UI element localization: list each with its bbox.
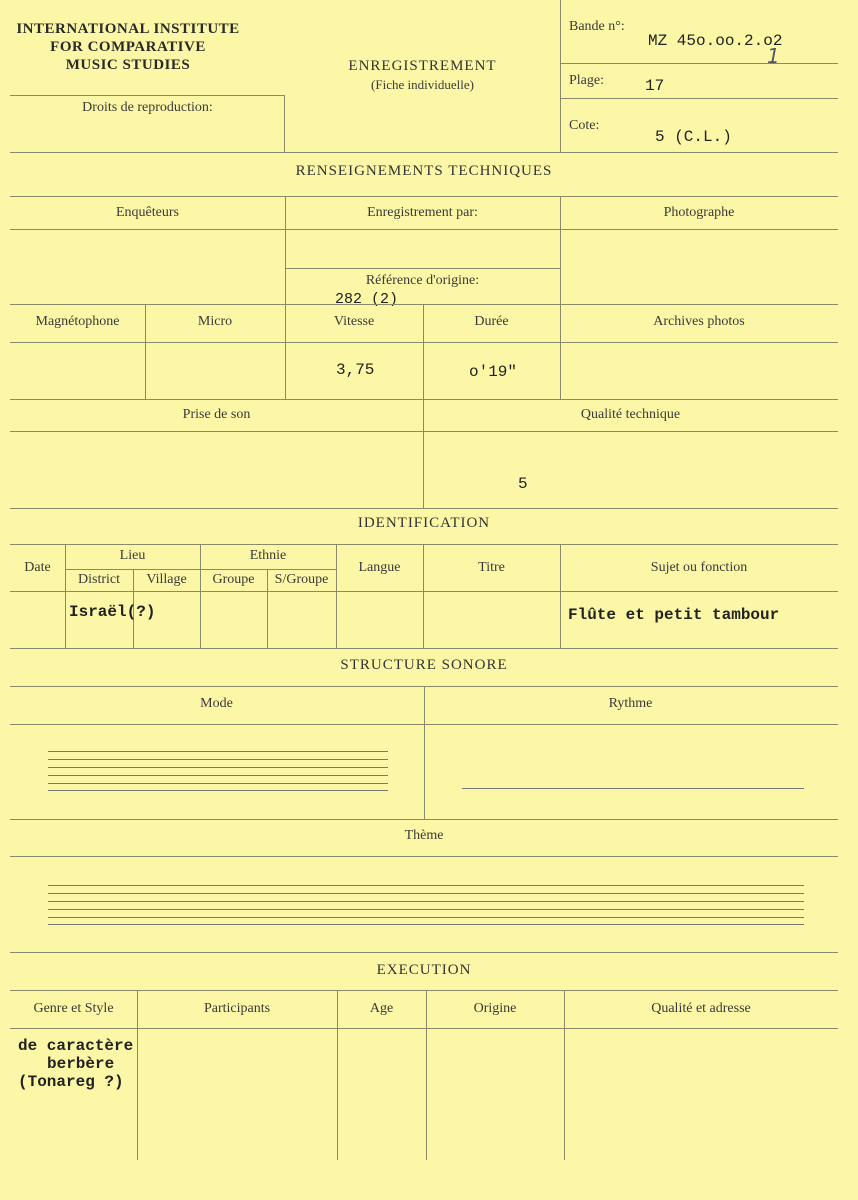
enregistrement-par-label: Enregistrement par: [367, 205, 478, 220]
structure-row-line [10, 724, 838, 725]
structure-heading: STRUCTURE SONORE [340, 657, 508, 673]
bande-bottom-line [560, 63, 838, 64]
structure-row2-line [10, 819, 838, 820]
tech-row1-line [10, 229, 838, 230]
institute-line1: INTERNATIONAL INSTITUTE [16, 21, 240, 37]
tech-row5-line [10, 431, 838, 432]
groupe-label: Groupe [212, 572, 255, 587]
magnetophone-label: Magnétophone [35, 314, 120, 329]
participants-label: Participants [203, 1001, 271, 1016]
duree-value: o'19" [469, 363, 518, 381]
execution-row-line [10, 1028, 838, 1029]
ident-vline-1 [65, 544, 66, 648]
tech-heading-line [10, 196, 838, 197]
ident-vline-6 [423, 544, 424, 648]
bande-label: Bande n°: [569, 19, 625, 34]
exec-vline-2 [337, 990, 338, 1160]
exec-vline-4 [564, 990, 565, 1160]
record-subtitle: (Fiche individuelle) [371, 77, 474, 92]
institute-line2: FOR COMPARATIVE [50, 39, 206, 55]
qualite-adresse-label: Qualité et adresse [651, 1001, 751, 1016]
mode-staff-line [48, 759, 388, 760]
structure-vline [424, 686, 425, 819]
plage-bottom-line [560, 98, 838, 99]
mode-staff-line [48, 767, 388, 768]
bande-correction: 1 [767, 44, 780, 68]
tech-heading: RENSEIGNEMENTS TECHNIQUES [295, 163, 553, 179]
village-label: Village [146, 572, 187, 587]
reproduction-top-line [10, 95, 285, 96]
lieu-label: Lieu [119, 548, 146, 563]
reference-value: 282 (2) [335, 291, 399, 308]
tech-vline-3 [145, 304, 146, 399]
tech-bottom-line [10, 508, 838, 509]
tech-vline-6 [560, 304, 561, 399]
vitesse-label: Vitesse [333, 314, 375, 329]
structure-bottom-line [10, 952, 838, 953]
ident-vline-7 [560, 544, 561, 648]
theme-staff-line [48, 924, 804, 925]
genre-value-line3: (Tonareg ?) [18, 1073, 124, 1091]
sgroupe-label: S/Groupe [274, 572, 329, 587]
header-bottom-line [10, 152, 838, 153]
rythme-label: Rythme [608, 696, 653, 711]
execution-heading: EXECUTION [376, 962, 472, 978]
photographe-label: Photographe [663, 205, 735, 220]
titre-label: Titre [478, 560, 505, 575]
genre-value-line1: de caractère [18, 1037, 134, 1055]
reference-top-line [285, 268, 560, 269]
mode-staff-line [48, 790, 388, 791]
mode-staff-line [48, 751, 388, 752]
mode-label: Mode [200, 696, 233, 711]
ident-vline-3 [200, 544, 201, 648]
header-right-divider [560, 0, 561, 152]
plage-value: 17 [645, 77, 665, 95]
reference-label: Référence d'origine: [365, 273, 480, 288]
origine-label: Origine [473, 1001, 517, 1016]
prise-label: Prise de son [182, 407, 251, 422]
micro-label: Micro [197, 314, 233, 329]
sujet-label: Sujet ou fonction [650, 560, 748, 575]
tech-row4-line [10, 399, 838, 400]
genre-label: Genre et Style [33, 1001, 114, 1016]
theme-staff-line [48, 909, 804, 910]
mode-staff-line [48, 775, 388, 776]
reproduction-label: Droits de reproduction: [82, 100, 213, 115]
theme-staff-line [48, 893, 804, 894]
ident-vline-5 [336, 544, 337, 648]
theme-staff-line [48, 885, 804, 886]
theme-staff-line [48, 901, 804, 902]
institute-name [8, 20, 248, 74]
ident-bottom-line [10, 648, 838, 649]
record-title: ENREGISTREMENT [348, 58, 497, 74]
rythme-line [462, 788, 804, 789]
cote-value: 5 (C.L.) [655, 128, 732, 146]
tech-row3-line [10, 342, 838, 343]
qualite-tech-label: Qualité technique [580, 407, 681, 422]
sujet-value: Flûte et petit tambour [568, 606, 780, 624]
institute-line3: MUSIC STUDIES [65, 57, 191, 73]
bande-value: MZ 45o.oo.2.o2 [648, 32, 783, 50]
qualite-tech-value: 5 [518, 475, 528, 493]
district-label: District [78, 572, 120, 587]
plage-label: Plage: [569, 73, 604, 88]
theme-line [10, 856, 838, 857]
ethnie-label: Ethnie [249, 548, 287, 563]
theme-label: Thème [404, 828, 444, 843]
tech-row2-line [10, 304, 838, 305]
vitesse-value: 3,75 [336, 361, 375, 379]
ident-heading: IDENTIFICATION [357, 515, 491, 531]
langue-label: Langue [358, 560, 401, 575]
age-label: Age [369, 1001, 394, 1016]
date-label: Date [24, 560, 51, 575]
tech-vline-4 [285, 304, 286, 399]
ident-heading-line [10, 544, 838, 545]
ident-header-line [10, 591, 838, 592]
district-value: Israël(?) [69, 603, 156, 621]
mode-staff-line [48, 783, 388, 784]
theme-staff-line [48, 917, 804, 918]
execution-heading-line [10, 990, 838, 991]
exec-vline-3 [426, 990, 427, 1160]
exec-vline-1 [137, 990, 138, 1160]
tech-vline-2 [560, 196, 561, 304]
cote-label: Cote: [569, 118, 600, 133]
ident-vline-4 [267, 569, 268, 648]
archives-label: Archives photos [653, 314, 745, 329]
duree-label: Durée [474, 314, 509, 329]
genre-value-line2: berbère [47, 1055, 115, 1073]
enqueteurs-label: Enquêteurs [116, 205, 179, 220]
